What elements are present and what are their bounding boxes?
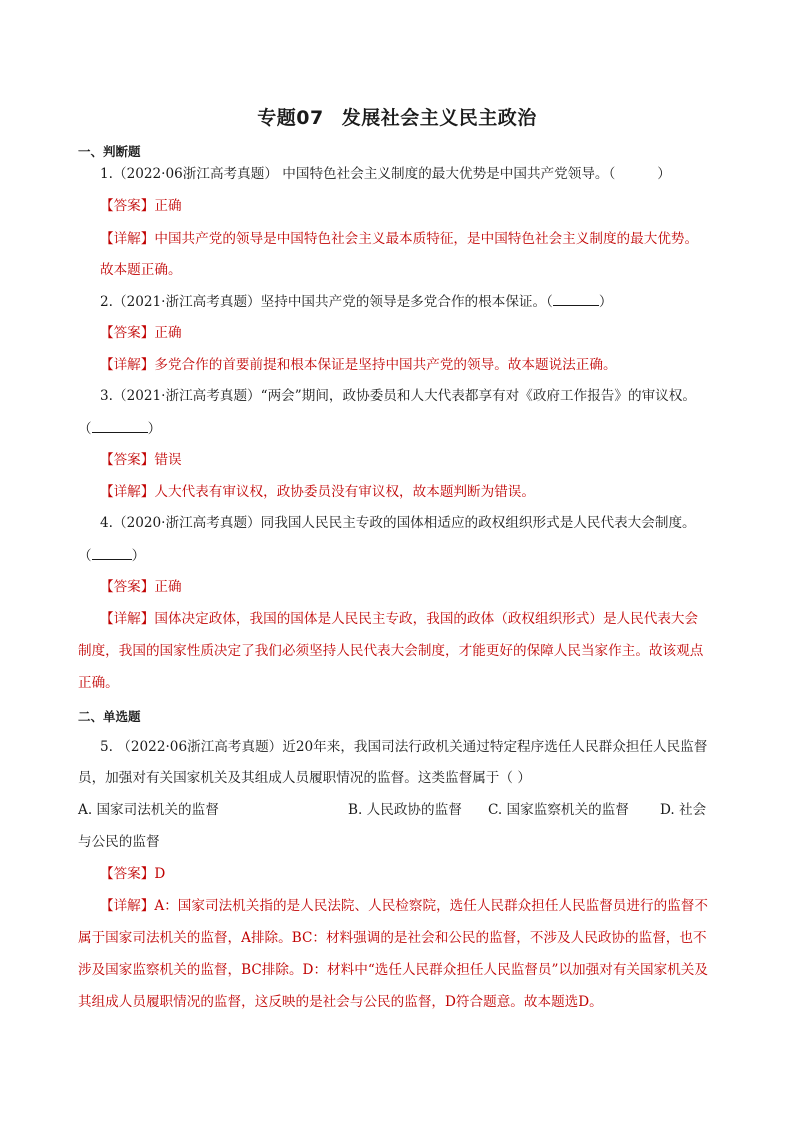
detail-3 (100, 482, 535, 502)
question-2-close: ） (598, 294, 613, 310)
detail-2 (100, 355, 617, 375)
answer-blank (553, 291, 599, 306)
question-1-close: ） (657, 166, 671, 182)
answer-5 (100, 864, 165, 884)
question-3-blank-line (78, 418, 161, 439)
detail-4-line-3: 正确。 (78, 675, 119, 691)
option-d-continued: 与公民的监督 (78, 834, 160, 850)
answer-3 (100, 450, 182, 470)
detail-5-line-2: 属于国家司法机关的监督，A排除。BC：材料强调的是社会和公民的监督，不涉及人民政协的监督，也不 (78, 930, 707, 946)
answer-tag: 【答案】 (100, 452, 155, 468)
question-4-open: （ (78, 548, 92, 564)
answer-tag: 【答案】 (100, 198, 155, 214)
answer-tag: 【答案】 (100, 579, 155, 595)
question-3-text: 3.（2021·浙江高考真题）“两会”期间，政协委员和人大代表都享有对《政府工作报告》的审议权。 (100, 388, 696, 404)
answer-3-value: 错误 (154, 452, 182, 468)
answer-blank (92, 545, 132, 560)
answer-2-value: 正确 (154, 325, 182, 341)
detail-tag: 【详解】 (100, 357, 155, 373)
answer-5-value: D (154, 866, 166, 882)
page-title (0, 103, 794, 130)
detail-1-line-2: 故本题正确。 (100, 262, 182, 278)
answer-tag: 【答案】 (100, 325, 155, 341)
question-4-close: ） (131, 548, 146, 564)
title-name: 发展社会主义民主政治 (341, 107, 537, 129)
detail-4 (100, 609, 698, 629)
detail-5-line-4: 其组成人员履职情况的监督，这反映的是社会与公民的监督，D符合题意。故本题选D。 (78, 994, 603, 1010)
detail-4-line-1: 国体决定政体，我国的国体是人民民主专政，我国的政体（政权组织形式）是人民代表大会 (154, 611, 699, 627)
detail-2-line-1: 多党合作的首要前提和根本保证是坚持中国共产党的领导。故本题说法正确。 (154, 357, 617, 373)
answer-1-value: 正确 (154, 198, 182, 214)
option-d: D. 社会 (660, 802, 707, 818)
answer-4 (100, 577, 182, 597)
question-4-text: 4.（2020·浙江高考真题）同我国人民民主专政的国体相适应的政权组织形式是人民代表大会制度。 (100, 515, 696, 531)
option-b: B. 人民政协的监督 (348, 802, 462, 818)
answer-4-value: 正确 (154, 579, 182, 595)
detail-1-line-1: 中国共产党的领导是中国特色社会主义最本质特征，是中国特色社会主义制度的最大优势。 (154, 231, 699, 247)
option-a: A. 国家司法机关的监督 (78, 802, 219, 818)
answer-2 (100, 323, 182, 343)
question-5-line-2: 员，加强对有关国家机关及其组成人员履职情况的监督。这类监督属于（ ） (78, 770, 531, 786)
question-2 (100, 291, 613, 312)
question-3-close: ） (147, 421, 162, 437)
detail-1 (100, 229, 698, 249)
detail-tag: 【详解】 (100, 611, 155, 627)
question-3-open: （ (78, 421, 92, 437)
detail-tag: 【详解】 (100, 898, 155, 914)
answer-1 (100, 196, 182, 216)
section-heading-single: 二、单选题 (78, 709, 141, 724)
detail-tag: 【详解】 (100, 484, 155, 500)
question-2-text: 2.（2021·浙江高考真题）坚持中国共产党的领导是多党合作的根本保证。（ (100, 294, 553, 310)
detail-5-line-3: 涉及国家监察机关的监督，BC排除。D：材料中“选任人民群众担任人民监督员”以加强对有关国家机关及 (78, 962, 708, 978)
question-5-line-1: 5. （2022·06浙江高考真题）近20年来，我国司法行政机关通过特定程序选任人民群众担任人民监督 (100, 739, 708, 755)
detail-3-line-1: 人大代表有审议权，政协委员没有审议权，故本题判断为错误。 (154, 484, 535, 500)
question-4-blank-line (78, 545, 145, 566)
question-1 (100, 164, 671, 184)
answer-blank (92, 418, 148, 433)
section-heading-judge: 一、判断题 (78, 144, 141, 159)
detail-4-line-2: 制度，我国的国家性质决定了我们必须坚持人民代表大会制度，才能更好的保障人民当家作主。故该观点 (78, 643, 704, 659)
detail-5 (100, 896, 708, 916)
answer-tag: 【答案】 (100, 866, 155, 882)
question-1-text: 1.（2022·06浙江高考真题） 中国特色社会主义制度的最大优势是中国共产党领导。（ (100, 166, 616, 182)
detail-tag: 【详解】 (100, 231, 155, 247)
title-topic: 专题07 (257, 107, 324, 129)
option-c: C. 国家监察机关的监督 (488, 802, 629, 818)
detail-5-line-1: A：国家司法机关指的是人民法院、人民检察院，选任人民群众担任人民监督员进行的监督不 (154, 898, 708, 914)
